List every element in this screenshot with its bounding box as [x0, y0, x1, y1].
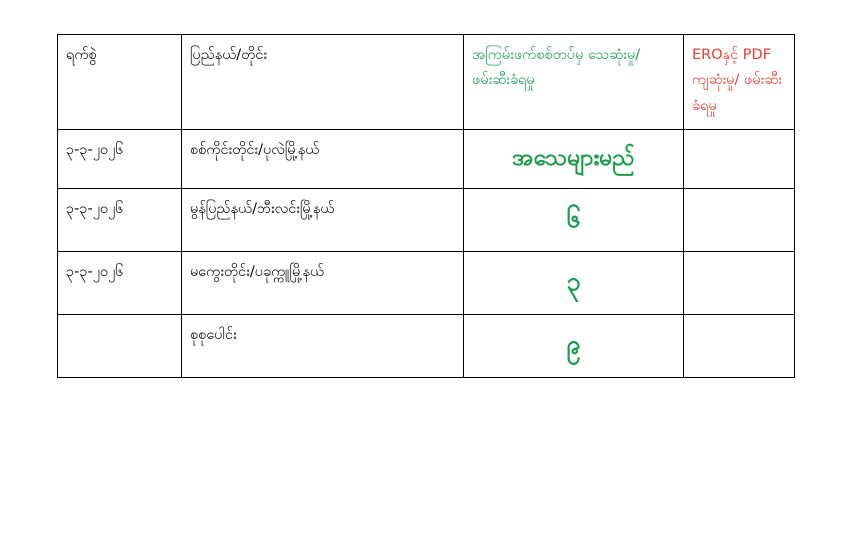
cell-region: မကွေးတိုင်း/ပခုက္ကူမြို့နယ်: [182, 252, 464, 315]
header-cell-ero-pdf-casualties: EROနှင့် PDF ကျဆုံးမှု/ ဖမ်းဆီး ခံရမှု: [684, 35, 795, 130]
cell-ero-pdf-casualties: [684, 130, 795, 189]
cell-region: မွန်ပြည်နယ်/ဘီးလင်းမြို့နယ်: [182, 189, 464, 252]
cell-region-total-label: စုစုပေါင်း: [182, 314, 464, 377]
casualty-table: [57, 34, 795, 378]
header-cell-military-casualties: အကြမ်းဖက်စစ်တပ်မှ သေဆုံးမှု/ ဖမ်းဆီးခံရမှု: [464, 35, 684, 130]
cell-date: ၃-၃-၂၀၂၆: [58, 189, 182, 252]
cell-ero-pdf-casualties: [684, 189, 795, 252]
cell-military-casualties: အသေများမည်: [464, 130, 684, 189]
table-row-total: [58, 314, 795, 377]
table-row: [58, 130, 795, 189]
cell-military-casualties: ၆: [464, 189, 684, 252]
cell-date: ၃-၃-၂၀၂၆: [58, 130, 182, 189]
cell-date: ၃-၃-၂၀၂၆: [58, 252, 182, 315]
header-cell-region: ပြည်နယ်/တိုင်း: [182, 35, 464, 130]
cell-region: စစ်ကိုင်းတိုင်း/ပုလဲမြို့နယ်: [182, 130, 464, 189]
cell-military-casualties-total: ၉: [464, 314, 684, 377]
casualty-table-container: [57, 34, 794, 378]
table-row: [58, 189, 795, 252]
header-cell-date: ရက်စွဲ: [58, 35, 182, 130]
cell-military-casualties: ၃: [464, 252, 684, 315]
cell-ero-pdf-casualties-total: [684, 314, 795, 377]
cell-ero-pdf-casualties: [684, 252, 795, 315]
table-row: [58, 252, 795, 315]
cell-date: [58, 314, 182, 377]
table-header-row: [58, 35, 795, 130]
